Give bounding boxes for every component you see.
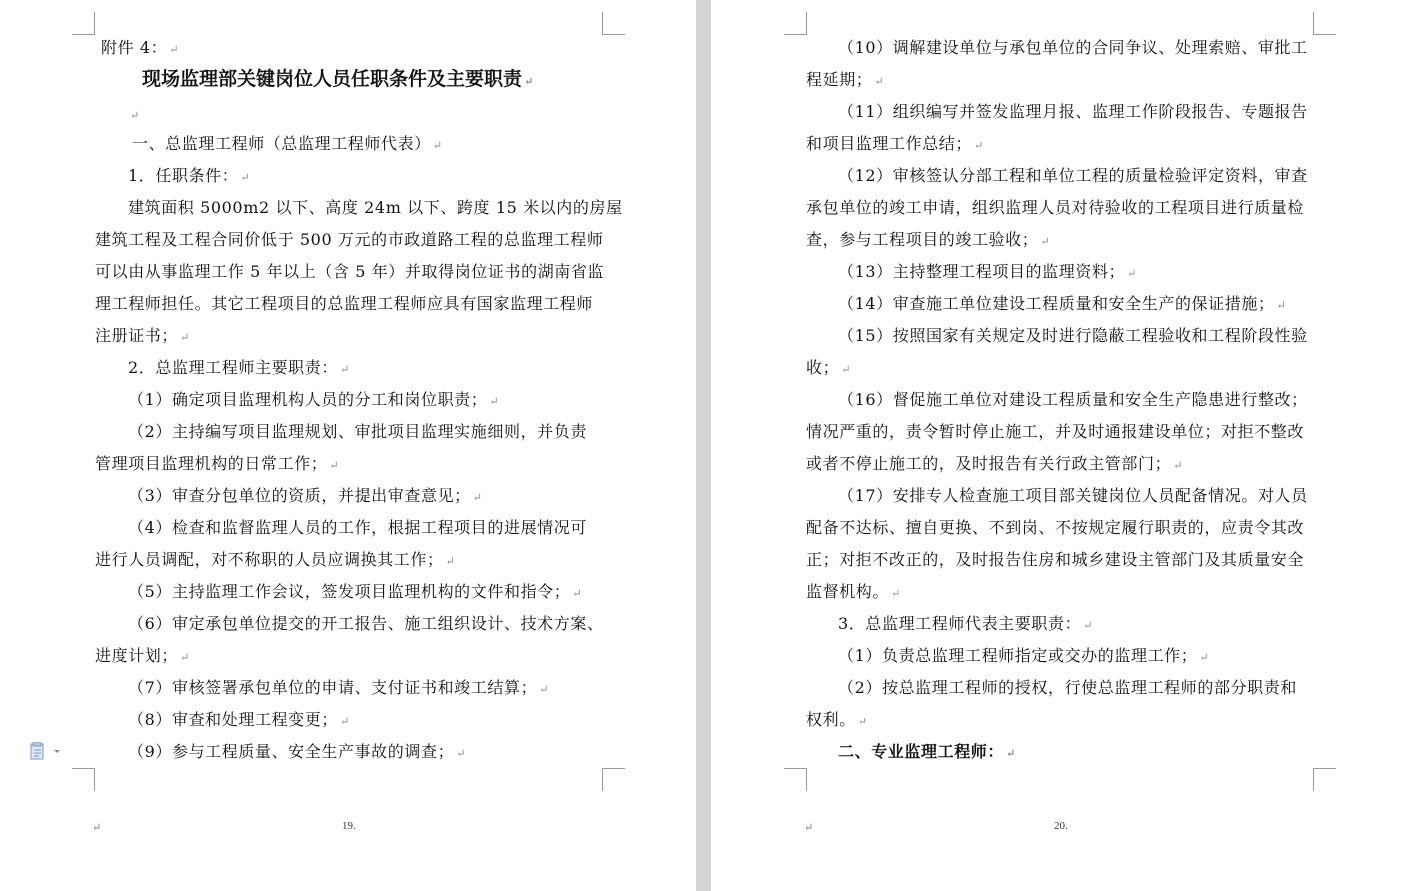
- paragraph-mark: ↵: [339, 715, 350, 728]
- text-line: [806, 518, 1304, 538]
- page-gap: [696, 0, 711, 891]
- text-line: [128, 582, 582, 604]
- line-text: （7）审核签署承包单位的申请、支付证书和竣工结算；: [128, 678, 538, 697]
- text-line: [128, 518, 587, 538]
- line-text: 和项目监理工作总结；: [806, 134, 973, 153]
- text-line: [838, 38, 1308, 58]
- line-text: （16）督促施工单位对建设工程质量和安全生产隐患进行整改；: [838, 390, 1308, 409]
- paragraph-mark: ↵: [524, 75, 534, 88]
- crop-mark: [1313, 768, 1336, 791]
- text-line: [132, 134, 442, 156]
- paragraph-mark: ↵: [1127, 267, 1137, 280]
- line-text: 2．总监理工程师主要职责：: [128, 358, 338, 377]
- text-line: [806, 422, 1304, 442]
- text-line: [838, 102, 1308, 122]
- paragraph-mark: ↵: [432, 139, 443, 152]
- line-text: （11）组织编写并签发监理月报、监理工作阶段报告、专题报告: [838, 102, 1308, 121]
- text-line: [806, 358, 850, 380]
- line-text: （4）检查和监督监理人员的工作，根据工程项目的进展情况可: [128, 518, 587, 537]
- crop-mark: [602, 768, 625, 791]
- paragraph-mark: ↵: [1006, 747, 1016, 760]
- line-text: 一、总监理工程师（总监理工程师代表）: [132, 134, 431, 153]
- line-text: （8）审查和处理工程变更；: [128, 710, 338, 729]
- crop-mark: [72, 12, 95, 35]
- line-text: （12）审核签认分部工程和单位工程的质量检验评定资料，审查: [838, 166, 1308, 185]
- line-text: （2）按总监理工程师的授权，行使总监理工程师的部分职责和: [838, 678, 1297, 697]
- crop-mark: [1313, 12, 1336, 35]
- page-number: 19.: [342, 820, 356, 832]
- line-text: （17）安排专人检查施工项目部关键岗位人员配备情况。对人员: [838, 486, 1308, 505]
- paragraph-mark: ↵: [857, 715, 868, 728]
- line-text: 权利。: [806, 710, 856, 729]
- line-text: 1．任职条件：: [128, 166, 239, 185]
- paragraph-mark: ↵: [489, 395, 499, 408]
- text-line: [95, 262, 604, 282]
- crop-mark: [784, 12, 807, 35]
- line-text: （9）参与工程质量、安全生产事故的调查；: [128, 742, 455, 761]
- text-line: [128, 390, 499, 412]
- paragraph-mark: ↵: [169, 43, 179, 56]
- paragraph-mark: ↵: [1040, 235, 1050, 248]
- line-text: （5）主持监理工作会议，签发项目监理机构的文件和指令；: [128, 582, 571, 601]
- text-line: [838, 614, 1092, 636]
- text-line: [806, 70, 884, 92]
- text-line: [95, 454, 339, 476]
- text-line: [128, 358, 349, 380]
- crop-mark: [784, 768, 807, 791]
- paragraph-mark: ↵: [92, 821, 102, 834]
- line-text: 程延期；: [806, 70, 873, 89]
- line-text: 二、专业监理工程师：: [838, 742, 1005, 761]
- paragraph-mark: ↵: [1173, 459, 1183, 472]
- paragraph-mark: ↵: [1199, 651, 1209, 664]
- text-line: [95, 646, 189, 668]
- line-text: 现场监理部关键岗位人员任职条件及主要职责: [142, 68, 523, 90]
- paragraph-mark: ↵: [456, 747, 466, 760]
- paragraph-mark: ↵: [240, 171, 250, 184]
- line-text: 配备不达标、擅自更换、不到岗、不按规定履行职责的，应责令其改: [806, 518, 1305, 537]
- line-text: 管理项目监理机构的日常工作；: [95, 454, 328, 473]
- paragraph-mark: ↵: [130, 109, 140, 122]
- line-text: 进度计划；: [95, 646, 179, 665]
- line-text: 可以由从事监理工作 5 年以上（含 5 年）并取得岗位证书的湖南省监: [95, 262, 605, 281]
- paragraph-mark: ↵: [1083, 619, 1093, 632]
- line-text: 情况严重的，责令暂时停止施工，并及时通报建设单位；对拒不整改: [806, 422, 1305, 441]
- text-line: [838, 262, 1136, 284]
- line-text: （10）调解建设单位与承包单位的合同争议、处理索赔、审批工: [838, 38, 1308, 57]
- text-line: [806, 710, 867, 732]
- text-line: [838, 678, 1297, 698]
- text-line: [806, 198, 1304, 218]
- paragraph-mark: ↵: [180, 651, 190, 664]
- line-text: （6）审定承包单位提交的开工报告、施工组织设计、技术方案、: [128, 614, 604, 633]
- text-line: [128, 678, 548, 700]
- line-text: （3）审查分包单位的资质，并提出审查意见；: [128, 486, 471, 505]
- text-line: [128, 198, 623, 218]
- document-page-left: [0, 0, 696, 891]
- line-text: 或者不停止施工的，及时报告有关行政主管部门；: [806, 454, 1172, 473]
- paragraph-mark: ↵: [974, 139, 984, 152]
- line-text: 3．总监理工程师代表主要职责：: [838, 614, 1082, 633]
- line-text: 收；: [806, 358, 840, 377]
- line-text: （14）审查施工单位建设工程质量和安全生产的保证措施；: [838, 294, 1275, 313]
- text-line: [128, 614, 604, 634]
- text-line: [838, 742, 1015, 764]
- text-line: [128, 104, 139, 126]
- document-title: [142, 69, 533, 92]
- line-text: 注册证书；: [95, 326, 179, 345]
- paragraph-mark: ↵: [539, 683, 549, 696]
- paste-options-icon[interactable]: [30, 742, 64, 760]
- line-text: （2）主持编写项目监理规划、审批项目监理实施细则，并负责: [128, 422, 587, 441]
- text-line: [838, 166, 1308, 186]
- line-text: 附件 4：: [101, 38, 168, 57]
- text-line: [95, 294, 593, 314]
- line-text: （15）按照国家有关规定及时进行隐蔽工程验收和工程阶段性验: [838, 326, 1308, 345]
- crop-mark: [602, 12, 625, 35]
- text-line: [838, 486, 1308, 506]
- line-text: 理工程师担任。其它工程项目的总监理工程师应具有国家监理工程师: [95, 294, 594, 313]
- text-line: [806, 550, 1304, 570]
- line-text: 查，参与工程项目的竣工验收；: [806, 230, 1039, 249]
- line-text: 进行人员调配，对不称职的人员应调换其工作；: [95, 550, 444, 569]
- paragraph-mark: ↵: [572, 587, 582, 600]
- text-line: [128, 486, 482, 508]
- text-line: [95, 326, 189, 348]
- document-page-right: [711, 0, 1408, 891]
- text-line: [806, 230, 1050, 252]
- line-text: （1）负责总监理工程师指定或交办的监理工作；: [838, 646, 1198, 665]
- text-line: [95, 550, 455, 572]
- line-text: 承包单位的竣工申请，组织监理人员对待验收的工程项目进行质量检: [806, 198, 1305, 217]
- paragraph-mark: ↵: [874, 75, 884, 88]
- page-number: 20.: [1054, 820, 1068, 832]
- text-line: [128, 422, 587, 442]
- text-line: [95, 230, 604, 250]
- text-line: [838, 390, 1308, 410]
- line-text: 正；对拒不改正的，及时报告住房和城乡建设主管部门及其质量安全: [806, 550, 1305, 569]
- text-line: [838, 326, 1308, 346]
- text-line: [128, 166, 250, 188]
- paragraph-mark: ↵: [445, 555, 455, 568]
- paragraph-mark: ↵: [841, 363, 851, 376]
- line-text: 建筑面积 5000m2 以下、高度 24m 以下、跨度 15 米以内的房屋: [128, 198, 623, 217]
- text-line: [838, 646, 1209, 668]
- line-text: 建筑工程及工程合同价低于 500 万元的市政道路工程的总监理工程师: [95, 230, 604, 249]
- crop-mark: [72, 768, 95, 791]
- paragraph-mark: ↵: [329, 459, 339, 472]
- paragraph-mark: ↵: [472, 491, 482, 504]
- line-text: 监督机构。: [806, 582, 890, 601]
- text-line: [101, 38, 179, 60]
- text-line: [806, 582, 900, 604]
- paragraph-mark: ↵: [339, 363, 350, 376]
- text-line: [806, 134, 983, 156]
- paragraph-mark: ↵: [804, 821, 814, 834]
- line-text: （13）主持整理工程项目的监理资料；: [838, 262, 1126, 281]
- paragraph-mark: ↵: [1276, 299, 1286, 312]
- paragraph-mark: ↵: [180, 331, 190, 344]
- text-line: [128, 710, 349, 732]
- text-line: [128, 742, 465, 764]
- paragraph-mark: ↵: [891, 587, 901, 600]
- text-line: [838, 294, 1286, 316]
- line-text: （1）确定项目监理机构人员的分工和岗位职责；: [128, 390, 488, 409]
- text-line: [806, 454, 1182, 476]
